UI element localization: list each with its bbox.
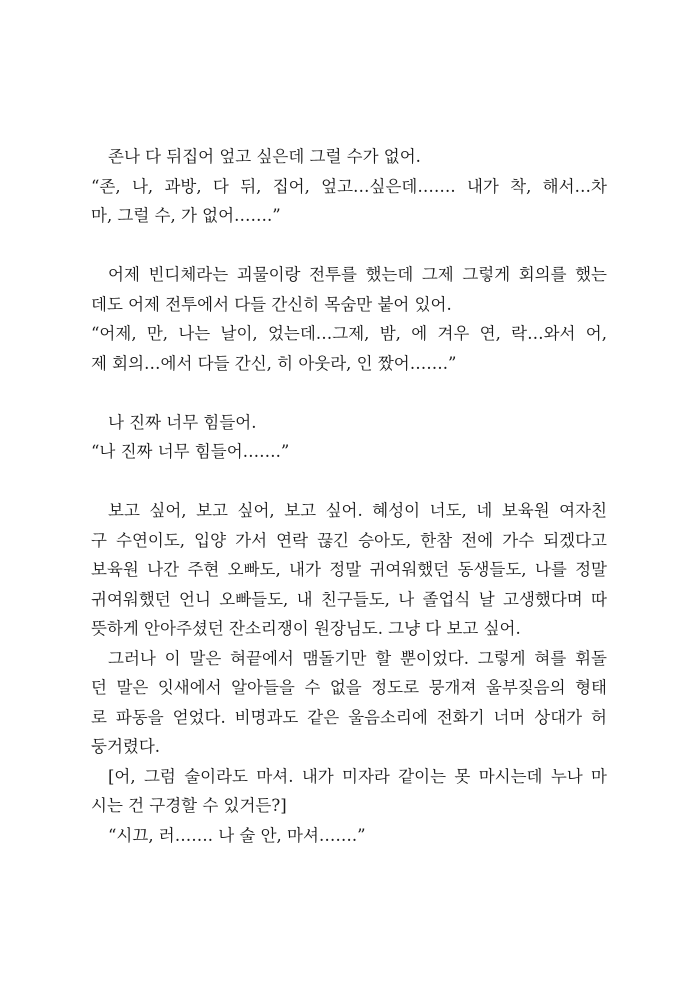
text-line: 뜻하게 안아주셨던 잔소리쟁이 원장님도. 그냥 다 보고 싶어. xyxy=(91,619,521,638)
text-line: 제 회의…에서 다들 간신, 히 아웃라, 인 짰어…….” xyxy=(91,353,457,373)
paragraph-gap xyxy=(91,378,607,408)
body-text xyxy=(91,142,607,850)
text-line: “나 진짜 너무 힘들어…….” xyxy=(91,442,290,461)
text-line: 나 진짜 너무 힘들어. xyxy=(108,412,257,432)
paragraph-gap xyxy=(91,467,607,497)
text-line: “시끄, 러……. 나 술 안, 마셔…….” xyxy=(108,825,366,845)
paragraph xyxy=(91,762,607,821)
paragraph-gap xyxy=(91,231,607,261)
text-line: 마, 그럴 수, 가 없어…….” xyxy=(91,206,281,225)
text-line: “존, 나, 과방, 다 뒤, 집어, 엎고…싶은데……. 내가 착, 해서…차 xyxy=(91,176,607,196)
text-line: 구 수연이도, 입양 가서 연락 끊긴 승아도, 한참 전에 가수 되겠다고 xyxy=(91,530,607,550)
paragraph xyxy=(91,644,607,762)
text-line: 로 파동을 얻었다. 비명과도 같은 울음소리에 전화기 너머 상대가 허 xyxy=(91,707,607,727)
text-line: 존나 다 뒤집어 엎고 싶은데 그럴 수가 없어. xyxy=(108,147,421,166)
paragraph xyxy=(91,142,607,172)
paragraph xyxy=(91,408,607,438)
text-line: [어, 그럼 술이라도 마셔. 내가 미자라 같이는 못 마시는데 누나 마 xyxy=(108,766,607,786)
paragraph xyxy=(91,821,607,851)
text-line: 시는 건 구경할 수 있거든?] xyxy=(91,796,287,815)
text-line: 보육원 나간 주현 오빠도, 내가 정말 귀여워했던 동생들도, 나를 정말 xyxy=(91,560,607,579)
text-line: 데도 어제 전투에서 다들 간신히 목숨만 붙어 있어. xyxy=(91,294,452,314)
paragraph xyxy=(91,260,607,319)
text-line: 귀여워했던 언니 오빠들도, 내 친구들도, 나 졸업식 날 고생했다며 따 xyxy=(91,589,607,609)
paragraph xyxy=(91,319,607,378)
text-line: 그러나 이 말은 혀끝에서 맴돌기만 할 뿐이었다. 그렇게 혀를 휘돌 xyxy=(108,648,607,668)
text-line: 보고 싶어, 보고 싶어, 보고 싶어. 혜성이 너도, 네 보육원 여자친 xyxy=(108,501,607,520)
text-line: 둥거렸다. xyxy=(91,737,161,756)
paragraph xyxy=(91,496,607,644)
text-line: 던 말은 잇새에서 알아들을 수 없을 정도로 뭉개져 울부짖음의 형태 xyxy=(91,678,607,697)
text-line: “어제, 만, 나는 날이, 었는데…그제, 밤, 에 겨우 연, 락…와서 어, xyxy=(91,324,607,343)
paragraph xyxy=(91,172,607,231)
text-line: 어제 빈디체라는 괴물이랑 전투를 했는데 그제 그렇게 회의를 했는 xyxy=(108,265,607,284)
paragraph xyxy=(91,437,607,467)
